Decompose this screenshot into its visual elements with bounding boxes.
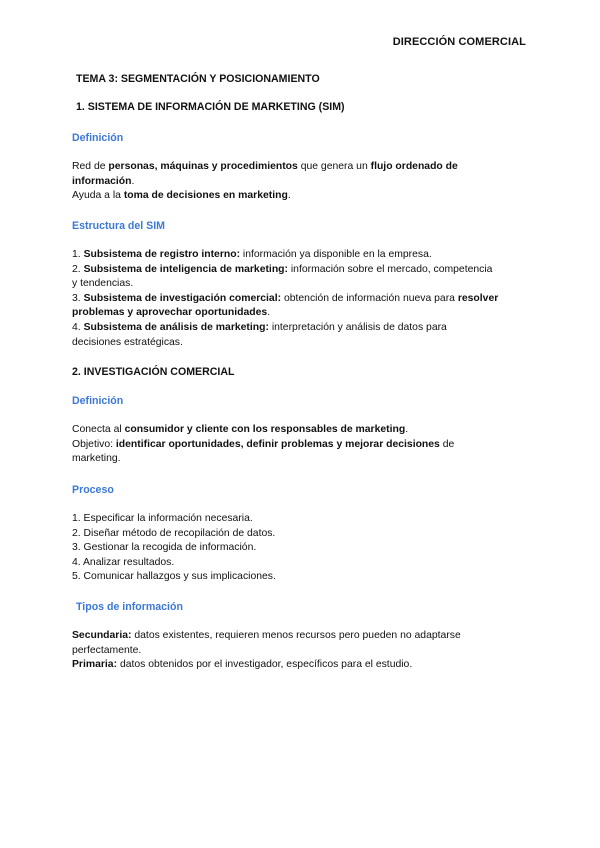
bold-text: resolver: [457, 292, 499, 304]
text: .: [405, 424, 409, 435]
bold-text: flujo ordenado de: [370, 161, 458, 172]
list-item: 1. Especificar la información necesaria.: [72, 513, 253, 524]
bold-text: consumidor y cliente con los responsables de marketing: [124, 424, 406, 435]
text: interpretación y análisis de datos para: [268, 321, 447, 333]
bold-text: personas, máquinas y procedimientos: [108, 161, 298, 172]
list-item: 5. Comunicar hallazgos y sus implicaciones.: [72, 571, 276, 583]
bold-text: Secundaria:: [72, 630, 132, 641]
rich-line: [72, 306, 542, 321]
text: 3.: [72, 292, 84, 304]
sec1-definicion-heading: Definición: [72, 132, 124, 144]
rich-line: [72, 423, 542, 438]
list-item: 4. Analizar resultados.: [72, 556, 175, 568]
rich-line: [72, 175, 542, 190]
rich-line: [72, 629, 542, 644]
text: Objetivo:: [72, 438, 116, 450]
text: información sobre el mercado, competencia: [287, 263, 493, 275]
text: que genera un: [297, 161, 371, 172]
sec2-definicion-heading: Definición: [72, 395, 124, 407]
bold-text: Subsistema de investigación comercial:: [83, 292, 282, 304]
text: perfectamente.: [72, 644, 142, 656]
text: marketing.: [72, 453, 121, 465]
rich-line: [72, 336, 542, 351]
text: Ayuda a la: [72, 190, 124, 202]
text: de: [439, 438, 455, 450]
rich-line: [72, 292, 542, 307]
section-2-title: 2. INVESTIGACIÓN COMERCIAL: [72, 366, 235, 378]
rich-line: [72, 438, 542, 453]
bold-text: Subsistema de inteligencia de marketing:: [83, 263, 288, 275]
rich-line: [72, 248, 542, 263]
text: 1.: [72, 249, 84, 260]
sec2-definicion-body: [72, 423, 542, 467]
bold-text: problemas y aprovechar oportunidades: [72, 307, 268, 319]
bold-text: identificar oportunidades, definir problemas y mejorar decisiones: [115, 438, 440, 450]
rich-line: [72, 321, 542, 336]
sec2-proceso-list: [72, 512, 542, 585]
bold-text: Subsistema de registro interno:: [83, 249, 241, 260]
rich-line: [72, 160, 542, 175]
bold-text: Subsistema de análisis de marketing:: [83, 321, 269, 333]
bold-text: información: [72, 175, 132, 187]
text: información ya disponible en la empresa.: [240, 249, 432, 260]
sec2-proceso-heading: Proceso: [72, 484, 114, 496]
rich-line: [72, 189, 542, 204]
list-item: 2. Diseñar método de recopilación de datos.: [72, 527, 276, 539]
rich-line: [72, 644, 542, 659]
sec1-definicion-body: [72, 160, 542, 204]
rich-line: [72, 263, 542, 278]
sec2-tipos-body: [72, 629, 542, 673]
rich-line: [72, 452, 542, 467]
text: y tendencias.: [72, 278, 134, 290]
tema-title: TEMA 3: SEGMENTACIÓN Y POSICIONAMIENTO: [76, 73, 320, 85]
sec1-estructura-list: [72, 248, 542, 350]
text: datos obtenidos por el investigador, específicos para el estudio.: [117, 659, 413, 671]
bold-text: Primaria:: [72, 659, 118, 671]
text: .: [131, 175, 135, 187]
text: 2.: [72, 263, 84, 275]
text: Red de: [72, 161, 109, 172]
rich-line: [72, 658, 542, 673]
text: .: [267, 307, 271, 319]
rich-line: [72, 277, 542, 292]
text: .: [287, 190, 291, 202]
sec1-estructura-heading: Estructura del SIM: [72, 220, 166, 232]
text: obtención de información nueva para: [281, 292, 458, 304]
text: Conecta al: [72, 424, 125, 435]
list-item: 3. Gestionar la recogida de información.: [72, 542, 257, 554]
sec2-tipos-heading: Tipos de información: [76, 601, 183, 613]
bold-text: toma de decisiones en marketing: [123, 190, 288, 202]
text: datos existentes, requieren menos recursos pero pueden no adaptarse: [131, 630, 461, 641]
section-1-title: 1. SISTEMA DE INFORMACIÓN DE MARKETING (SIM): [76, 101, 345, 113]
text: 4.: [72, 321, 84, 333]
text: decisiones estratégicas.: [72, 336, 183, 348]
header-title: DIRECCIÓN COMERCIAL: [392, 36, 526, 48]
